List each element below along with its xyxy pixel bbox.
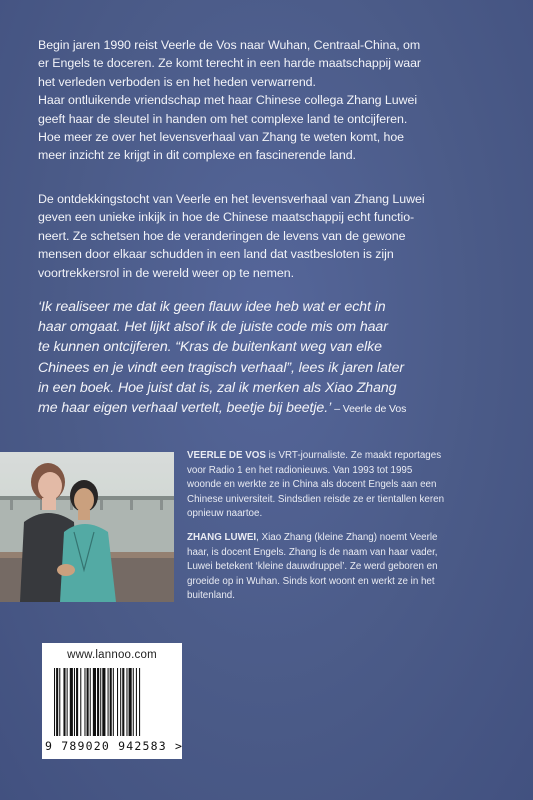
- barcode-bar: [80, 668, 81, 736]
- author-photo: [0, 452, 174, 602]
- blurb-paragraph-1: Begin jaren 1990 reist Veerle de Vos naar Wuhan, Centraal-China, om er Engels te doceren. Ze komt terecht in een harde maatschappij waar het verleden verboden is en het heden verwarrend. Haar ontluikende vriendschap met haar Chinese collega Zhang Luwei geeft haar de sleutel in handen om het complexe land te ontcijferen. Hoe meer ze over het levensverhaal van Zhang te weten komt, hoe meer inzicht ze krijgt in dit complexe en fascinerende land.: [38, 38, 421, 163]
- publisher-url: www.lannoo.com: [67, 649, 157, 661]
- author-bio-text: is VRT-journaliste. Ze maakt reportages voor Radio 1 en het radionieuws. Van 1993 tot 1995 woonde en werkte ze in China als docent Engels aan een Chinese universiteit. Sindsdien reisde ze er tientallen keren opnieuw naartoe.: [187, 450, 445, 520]
- author-bio-text: , Xiao Zhang (kleine Zhang) noemt Veerle haar, is docent Engels. Zhang is de naam van haar vader, Luwei betekent ‘kleine dauwdruppel’. Ze werd geboren en groeide op in Wuhan. Sinds kort woont en werkt ze in het buitenland.: [187, 532, 438, 602]
- barcode-bar: [59, 668, 60, 736]
- quote-attribution: – Veerle de Vos: [334, 403, 407, 416]
- barcode-bar: [108, 668, 109, 736]
- author-bio-zhang: [187, 531, 497, 604]
- barcode-bar: [63, 668, 65, 736]
- barcode-bar: [54, 668, 55, 736]
- barcode-bar: [110, 668, 112, 736]
- barcode-bar: [97, 668, 99, 736]
- barcode-bar: [136, 668, 137, 736]
- barcode-bar: [74, 668, 75, 736]
- barcode-bar: [56, 668, 58, 736]
- barcode-bar: [87, 668, 89, 736]
- barcode-bar: [129, 668, 132, 736]
- barcode-bars: [54, 668, 170, 738]
- barcode-bar: [133, 668, 134, 736]
- author-bio-veerle: [187, 449, 497, 522]
- author-name: ZHANG LUWEI: [187, 532, 257, 543]
- barcode-bar: [122, 668, 124, 736]
- barcode-bar: [113, 668, 114, 736]
- author-name: VEERLE DE VOS: [187, 450, 266, 461]
- barcode-bar: [100, 668, 101, 736]
- blurb-paragraph-2: De ontdekkingstocht van Veerle en het levensverhaal van Zhang Luwei geven een unieke inkijk in hoe de Chinese maatschappij echt functio- neert. Ze schetsen hoe de veranderingen de levens van de gewone mensen door elkaar schudden in een land dat vastbesloten is zijn voortrekkersrol in de wereld weer op te nemen.: [38, 192, 425, 280]
- barcode-bar: [70, 668, 73, 736]
- author-photo-illustration: [0, 452, 174, 602]
- barcode-bar: [93, 668, 96, 736]
- barcode-bar: [126, 668, 127, 736]
- barcode-bar: [84, 668, 85, 736]
- barcode-bar: [102, 668, 105, 736]
- barcode-bar: [67, 668, 68, 736]
- barcode-bar: [90, 668, 91, 736]
- barcode-bar: [120, 668, 121, 736]
- barcode-bar: [76, 668, 78, 736]
- quote-block: [38, 297, 518, 419]
- barcode-bar: [117, 668, 118, 736]
- quote-text: ‘Ik realiseer me dat ik geen flauw idee heb wat er echt in haar omgaat. Het lijkt alsof ik de juiste code mis om haar te kunnen ontcijferen. “Kras de buitenkant weg van elke Chinees en je vindt een tragisch verhaal”, lees ik jaren later in een boek. Hoe juist dat is, zal ik merken als Xiao Zhang me haar eigen verhaal vertelt, beetje bij beetje.’: [38, 299, 405, 417]
- barcode-panel: [42, 643, 182, 759]
- isbn-digits: 9 789020 942583 >: [45, 739, 184, 753]
- barcode-bar: [139, 668, 140, 736]
